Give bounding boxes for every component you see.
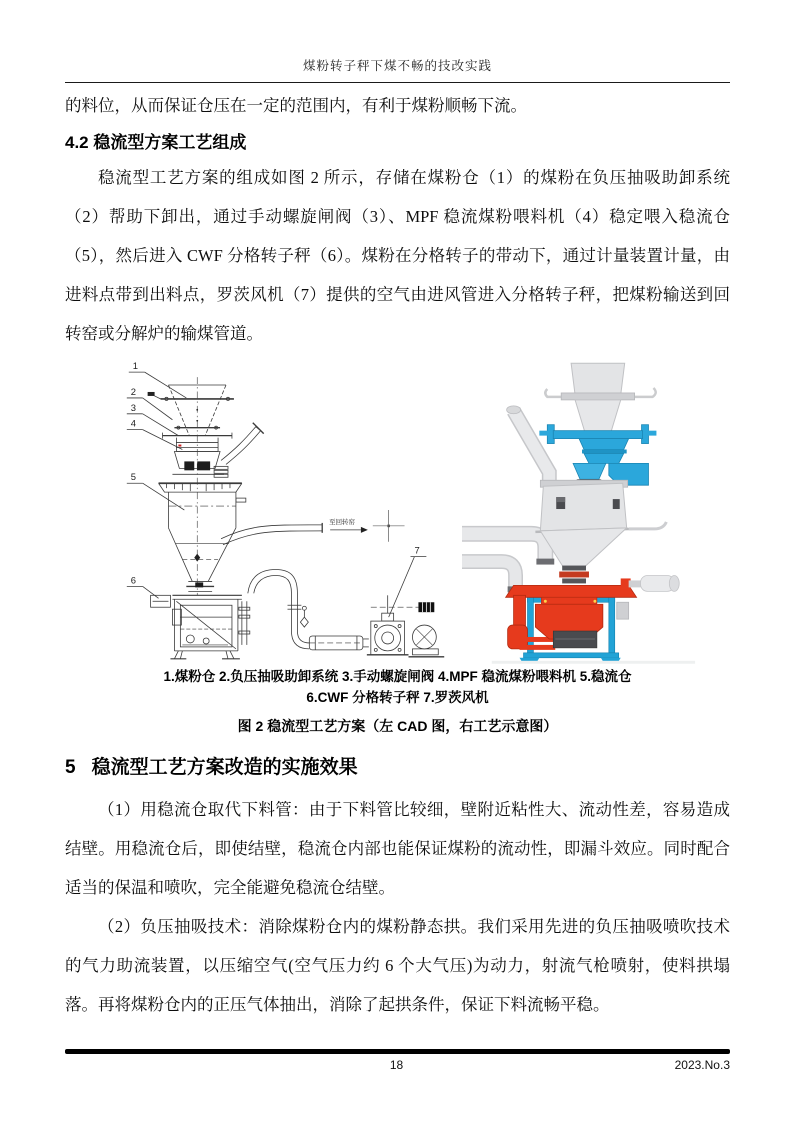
figure-legend-line-1: 1.煤粉仓 2.负压抽吸助卸系统 3.手动螺旋闸阀 4.MPF 稳流煤粉喂料机 5.稳流仓 [163, 669, 632, 684]
cad-callout-4: 4 [130, 417, 137, 429]
cad-callout-6: 6 [130, 574, 137, 586]
cad-callout-7: 7 [414, 544, 420, 556]
footer-divider [65, 1049, 730, 1054]
render-diagram [462, 357, 730, 665]
section-4-2-heading: 4.2 稳流型方案工艺组成 [65, 133, 247, 152]
cad-callout-2: 2 [130, 385, 137, 397]
section-5-paragraph-1: （1）用稳流仓取代下料管：由于下料管比较细，壁附近粘性大、流动性差，容易造成结壁。用稳流仓后，即使结壁，稳流仓内部也能保证煤粉的流动性，即漏斗效应。同时配合适当的保温和喷吹，完全能避免稳流仓结壁。 [65, 800, 730, 897]
cad-diagram [103, 357, 450, 665]
section-5-heading [65, 753, 730, 783]
figure-caption: 图 2 稳流型工艺方案（左 CAD 图，右工艺示意图） [237, 718, 558, 734]
header-divider [65, 82, 730, 83]
cad-callout-5: 5 [130, 471, 137, 483]
section-5-title: 稳流型工艺方案改造的实施效果 [91, 757, 358, 778]
figure-legend-line-2: 6.CWF 分格转子秤 7.罗茨风机 [306, 690, 489, 705]
cad-callout-1: 1 [132, 360, 138, 372]
cad-arrow-label: 至回转窑 [329, 518, 355, 526]
section-5-number: 5 [65, 757, 76, 778]
section-5-paragraph-2: （2）负压抽吸技术：消除煤粉仓内的煤粉静态拱。我们采用先进的负压抽吸喷吹技术的气力助流装置，以压缩空气(空气压力约 6 个大气压)为动力，射流气枪喷射，使料拱塌落。再将煤粉仓内的正压气体抽出，消除了起拱条件，保证下料流畅平稳。 [65, 917, 730, 1014]
section-4-2-paragraph: 稳流型工艺方案的组成如图 2 所示，存储在煤粉仓（1）的煤粉在负压抽吸助卸系统（2）帮助下卸出，通过手动螺旋闸阀（3）、MPF 稳流煤粉喂料机（4）稳定喂入稳流仓（5），然后进入 CWF 分格转子秤（6）。煤粉在分格转子的带动下，通过计量装置计量，由进料点带到出料点，罗茨风机（7）提供的空气由进风管进入分格转子秤，把煤粉输送到回转窑或分解炉的输煤管道。 [65, 168, 730, 343]
figure-2 [65, 357, 730, 665]
running-header-title: 煤粉转子秤下煤不畅的技改实践 [302, 59, 492, 73]
issue-label: 2023.No.3 [674, 1058, 730, 1072]
intro-paragraph: 的料位，从而保证仓压在一定的范围内，有利于煤粉顺畅下流。 [65, 96, 527, 115]
cad-callout-3: 3 [130, 401, 137, 413]
page-number: 18 [389, 1058, 404, 1072]
